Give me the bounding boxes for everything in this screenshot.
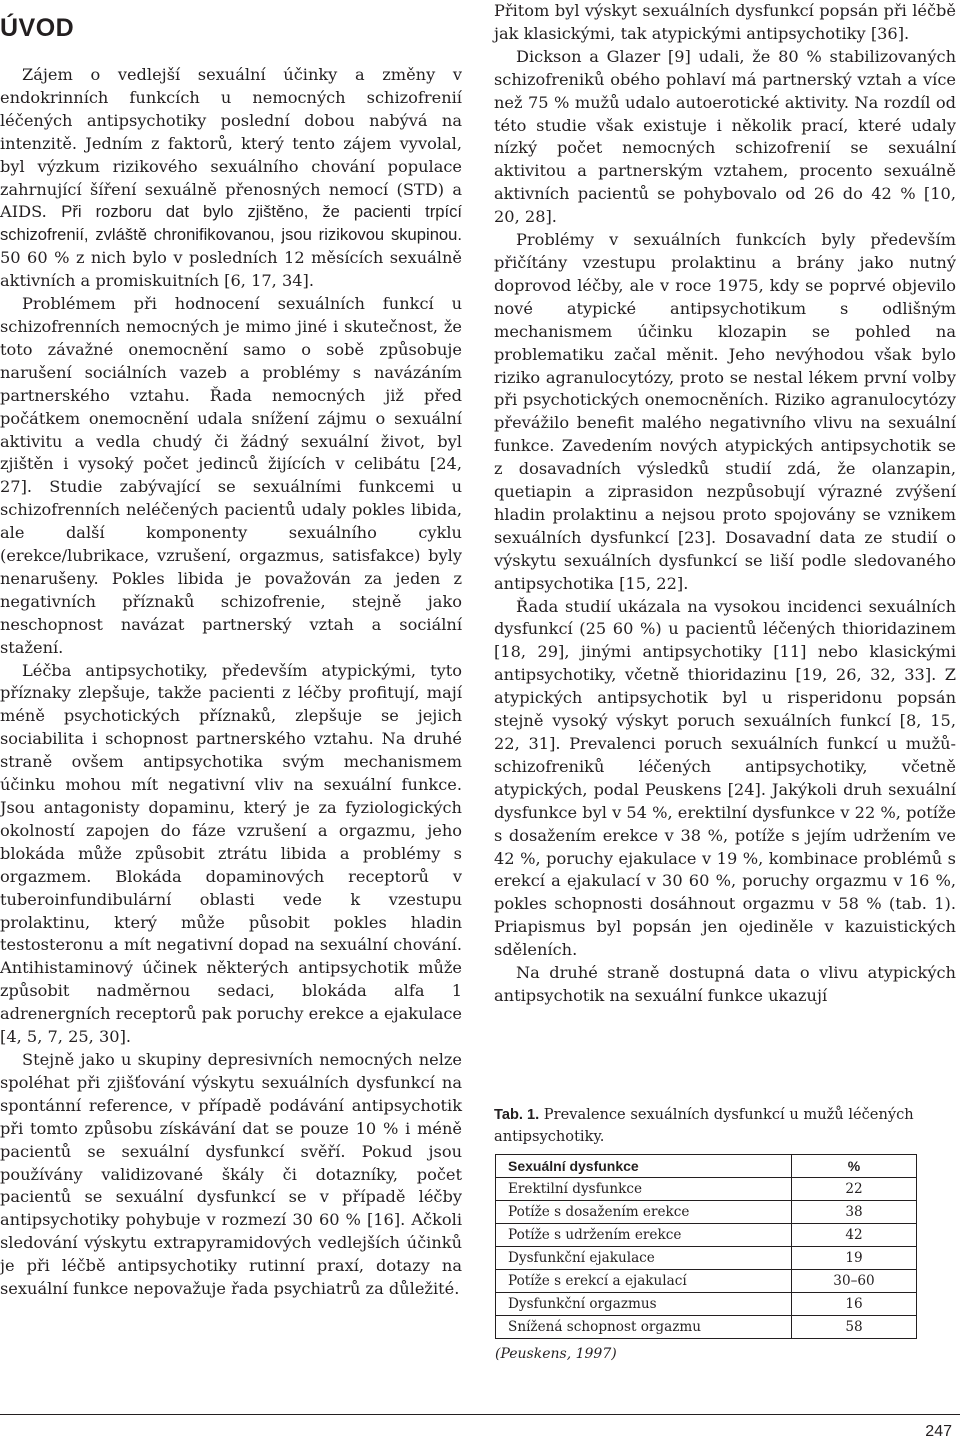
footer-divider (0, 1414, 960, 1415)
table-header-dysfunction: Sexuální dysfunkce (496, 1155, 792, 1178)
left-column (0, 64, 462, 1301)
table-cell-label: Potíže s erekcí a ejakulací (496, 1270, 792, 1293)
intro-paragraph (0, 64, 462, 293)
table-cell-label: Potíže s dosažením erekce (496, 1201, 792, 1224)
table-caption-label: Tab. 1. (494, 1107, 540, 1123)
table-cell-label: Dysfunkční orgazmus (496, 1293, 792, 1316)
table-row (496, 1293, 917, 1316)
table-caption-text: Prevalence sexuálních dysfunkcí u mužů léčených antipsychotiky. (494, 1106, 914, 1145)
table-cell-value: 38 (792, 1201, 917, 1224)
right-column (494, 0, 956, 1008)
table-cell-label: Snížená schopnost orgazmu (496, 1316, 792, 1339)
table-cell-value: 16 (792, 1293, 917, 1316)
table-header-percent: % (792, 1155, 917, 1178)
table-row (496, 1247, 917, 1270)
prevalence-table (495, 1154, 917, 1339)
table-cell-value: 22 (792, 1178, 917, 1201)
table-cell-label: Potíže s udržením erekce (496, 1224, 792, 1247)
table-cell-value: 30–60 (792, 1270, 917, 1293)
table-row (496, 1178, 917, 1201)
table-cell-label: Dysfunkční ejakulace (496, 1247, 792, 1270)
paragraph-atypical-data: Na druhé straně dostupná data o vlivu atypických antipsychotik na sexuální funkce ukazují (494, 963, 956, 1005)
paragraph-dickson-glazer: Dickson a Glazer [9] udali, že 80 % stabilizovaných schizofreniků obého pohlaví má partnerský vztah a více než 75 % mužů udalo autoerotické aktivity. Na rozdíl od této studie však existuje i několik prací, které udaly nízký počet nemocných schizofrenií se sexuální aktivitou a partnerským vztahem, procento sexuálně aktivních pacientů se pohybovalo od 26 do 42 % [10, 20, 28]. (494, 46, 956, 227)
table-row (496, 1316, 917, 1339)
page-number: 247 (925, 1423, 952, 1440)
paragraph-continuation: Přitom byl výskyt sexuálních dysfunkcí popsán při léčbě jak klasickými, tak atypickými antipsychotiky [36]. (494, 1, 956, 43)
table-cell-value: 42 (792, 1224, 917, 1247)
table-source: (Peuskens, 1997) (495, 1346, 617, 1362)
paragraph-problem-assessment: Problémem při hodnocení sexuálních funkcí u schizofrenních nemocných je mimo jiné i skutečnost, že toto závažné onemocnění samo o sobě způsobuje narušení sociálních vazeb a problémy s navázáním partnerského vztahu. Řada nemocných již před počátkem onemocnění udala snížení zájmu o sexuální aktivitu a vedla chudý či žádný sexuální život, byl zjištěn i vysoký počet jedinců žijících v celibátu [24, 27]. Studie zabývající se sexuálními funkcemi u schizofrenních neléčených pacientů udaly pokles libida, ale další komponenty sexuálního cyklu (erekce/lubrikace, vzrušení, orgazmus, satisfakce) byly nenarušeny. Pokles libida je považován za jeden z negativních příznaků schizofrenie, stejně jako neschopnost navázat partnerský vztah a sociální stažení. (0, 294, 462, 657)
table-caption (494, 1104, 924, 1147)
paragraph-prolactin: Problémy v sexuálních funkcích byly především přičítány vzestupu prolaktinu a brány jako nutný doprovod léčby, ale v roce 1975, kdy se poprvé objevilo nové atypické antipsychotikum s odlišným mechanismem účinku klozapin se pohled na problematiku začal měnit. Jeho nevýhodou však bylo riziko agranulocytózy, proto se nestal lékem první volby při psychotických onemocněních. Riziko agranulocytózy převážilo benefit malého negativního vlivu na sexuální funkce. Zavedením nových atypických antipsychotik se z dosavadních výsledků studií zdá, že olanzapin, quetiapin a ziprasidon nezpůsobují výrazné zvýšení hladin prolaktinu a nejsou proto spojovány se vznikem sexuálních dysfunkcí [23]. Dosavadní data ze studií o výskytu sexuálních dysfunkcí se liší podle sledovaného antipsychotika [15, 22]. (494, 230, 956, 593)
intro-text-part-1: Zájem o vedlejší sexuální účinky a změny v endokrinních funkcích u nemocných schizofrenií léčených antipsychotiky poslední dobou nabývá na intenzitě. Jedním z faktorů, který tento zájem vyvolal, byl výzkum rizikového sexuálního chování populace zahrnující šíření sexuálně přenosných nemocí (STD) a AIDS. (0, 65, 462, 222)
paragraph-studies-incidence: Řada studií ukázala na vysokou incidenci sexuálních dysfunkcí (25 60 %) u pacientů léčených thioridazinem [18, 29], jinými antipsychotiky [11] nebo klasickými antipsychotiky, včetně thioridazinu [19, 26, 32, 33]. Z atypických antipsychotik byl u risperidonu popsán stejně vysoký výskyt poruch sexuálních funkcí [8, 15, 22, 31]. Prevalenci poruch sexuálních funkcí u mužů-schizofreniků léčených antipsychotiky, včetně atypických, podal Peuskens [24]. Jakýkoli druh sexuální dysfunkce byl v 54 %, erektilní dysfunkce v 22 %, potíže s dosažením erekce v 38 %, potíže s jejím udržením ve 42 %, poruchy ejakulace v 19 %, kombinace problémů s erekcí a ejakulací v 30 60 %, poruchy orgazmu v 16 %, pokles schopnosti dosáhnout orgazmu v 58 % (tab. 1). Priapismus byl popsán jen ojediněle v kazuistických sděleních. (494, 596, 956, 960)
intro-text-part-3: 50 60 % z nich bylo v posledních 12 měsících sexuálně aktivních a promiskuitních [6, 17, 34]. (0, 248, 462, 291)
table-row (496, 1270, 917, 1293)
intro-text-part-2: Při rozboru dat bylo zjištěno, že pacienti trpící schizofrenií, zvláště chronifikovanou, jsou rizikovou skupinou. (0, 202, 462, 245)
section-heading: ÚVOD (0, 14, 75, 42)
paragraph-antipsychotic-treatment: Léčba antipsychotiky, především atypickými, tyto příznaky zlepšuje, takže pacienti z léčby profitují, mají méně psychotických příznaků, zlepšuje se jejich sociabilita i schopnost partnerského vztahu. Na druhé straně ovšem antipsychotika svým mechanismem účinku mohou mít negativní vliv na sexuální funkce. Jsou antagonisty dopaminu, který je za fyziologických okolností zapojen do fáze vzrušení a orgazmu, jeho blokáda může způsobit ztrátu libida a problémy s orgazmem. Blokáda dopaminových receptorů v tuberoinfundibulární oblasti vede k vzestupu prolaktinu, který může působit pokles hladin testosteronu a mít negativní dopad na sexuální chování. Antihistaminový účinek některých antipsychotik může způsobit nadměrnou sedaci, blokáda alfa 1 adrenergních receptorů pak poruchy erekce a ejakulace [4, 5, 7, 25, 30]. (0, 660, 462, 1047)
table-cell-label: Erektilní dysfunkce (496, 1178, 792, 1201)
paragraph-depressive-comparison: Stejně jako u skupiny depresivních nemocných nelze spoléhat při zjišťování výskytu sexuálních dysfunkcí na spontánní reference, v případě podávání antipsychotik při tomto způsobu získávání dat se pouze 10 % i méně pacientů se sexuální dysfunkcí svěří. Pokud jsou používány validizované škály či dotazníky, počet pacientů se sexuální dysfunkcí se v případě léčby antipsychotiky pohybuje v rozmezí 30 60 % [16]. Ačkoli sledování výskytu extrapyramidových vedlejších účinků je při léčbě antipsychotiky rutinní praxí, dotazy na sexuální funkce nepovažuje řada psychiatrů za důležité. (0, 1049, 462, 1299)
table-header-row (496, 1155, 917, 1178)
table-cell-value: 19 (792, 1247, 917, 1270)
table-cell-value: 58 (792, 1316, 917, 1339)
table-row (496, 1224, 917, 1247)
table-row (496, 1201, 917, 1224)
